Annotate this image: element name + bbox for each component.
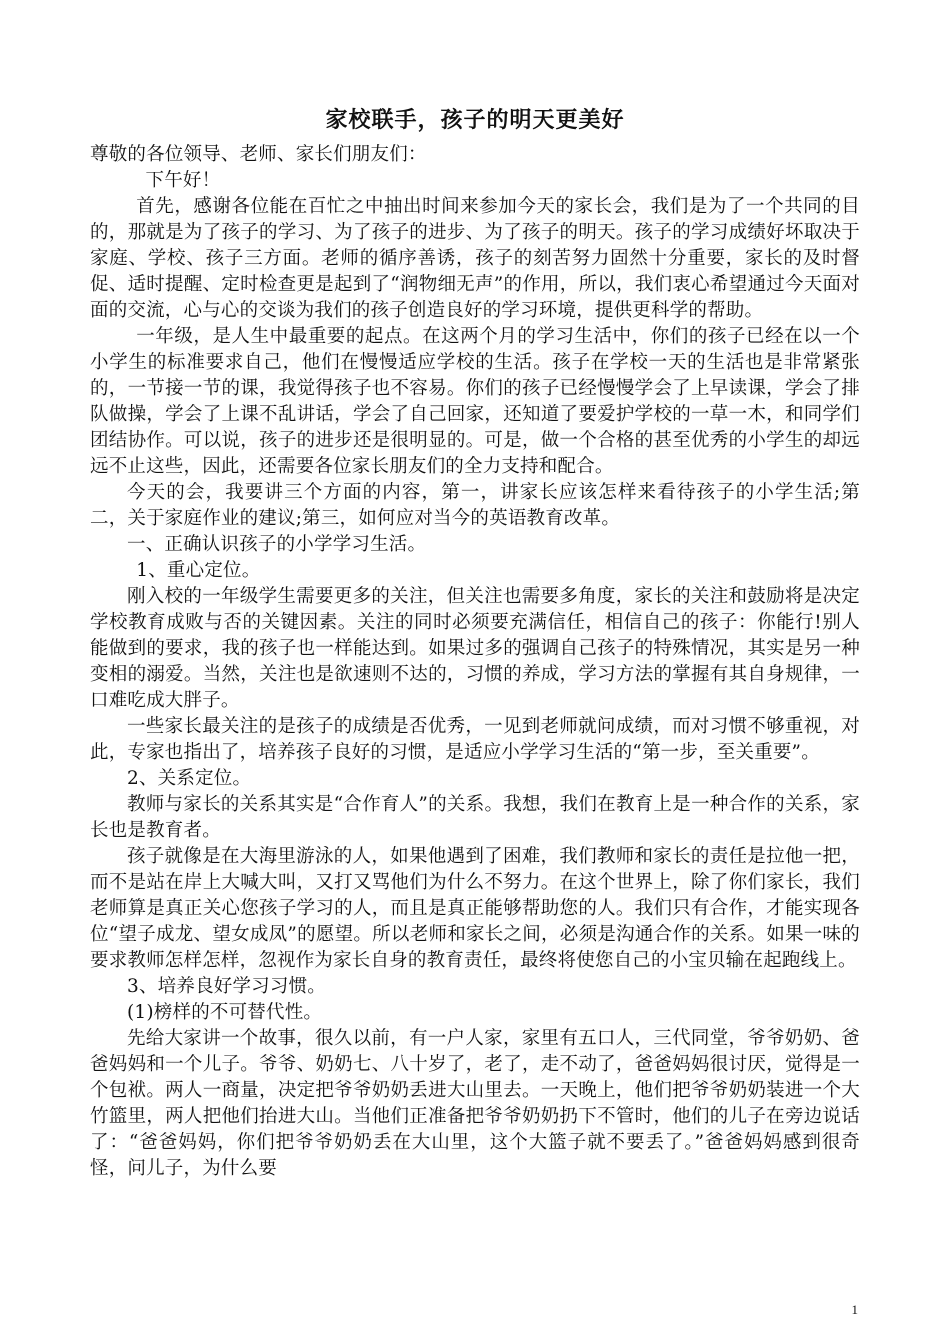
greeting: 下午好！ — [145, 170, 221, 191]
document-page — [90, 100, 860, 1182]
section-heading-1: 一、正确认识孩子的小学学习生活。 — [127, 534, 427, 555]
paragraph-agenda: 今天的会，我要讲三个方面的内容，第一，讲家长应该怎样来看待孩子的小学生活;第二，关于家庭作业的建议;第三，如何应对当今的英语教育改革。 — [90, 482, 860, 529]
page-number: 1 — [851, 1302, 858, 1317]
paragraph-opening: 首先，感谢各位能在百忙之中抽出时间来参加今天的家长会，我们是为了一个共同的目的，那就是为了孩子的学习、为了孩子的进步、为了孩子的明天。孩子的学习成绩好坏取决于家庭、学校、孩子三方面。老师的循序善诱，孩子的刻苦努力固然十分重要，家长的及时督促、适时提醒、定时检查更是起到了“润物细无声”的作用，所以，我们衷心希望通过今天面对面的交流，心与心的交谈为我们的孩子创造良好的学习环境，提供更科学的帮助。 — [90, 196, 860, 321]
document-title: 家校联手，孩子的明天更美好 — [325, 107, 625, 133]
subsection-heading-3: 3、培养良好学习习惯。 — [127, 976, 326, 997]
paragraph-relationship: 教师与家长的关系其实是“合作育人”的关系。我想，我们在教育上是一种合作的关系，家长也是教育者。 — [90, 794, 860, 841]
salutation: 尊敬的各位领导、老师、家长们朋友们： — [90, 144, 427, 165]
paragraph-attention: 刚入校的一年级学生需要更多的关注，但关注也需要多角度，家长的关注和鼓励将是决定学校教育成败与否的关键因素。关注的同时必须要充满信任，相信自己的孩子：你能行!别人能做到的要求，我的孩子也一样能达到。如果过多的强调自己孩子的特殊情况，其实是另一种变相的溺爱。当然，关注也是欲速则不达的，习惯的养成，学习方法的掌握有其自身规律，一口难吃成大胖子。 — [90, 586, 860, 711]
paragraph-story: 先给大家讲一个故事，很久以前，有一户人家，家里有五口人，三代同堂，爷爷奶奶、爸爸妈妈和一个儿子。爷爷、奶奶七、八十岁了，老了，走不动了，爸爸妈妈很讨厌，觉得是一个包袱。两人一商量，决定把爷爷奶奶丢进大山里去。一天晚上，他们把爷爷奶奶装进一个大竹篮里，两人把他们抬进大山。当他们正准备把爷爷奶奶扔下不管时，他们的儿子在旁边说话了：“爸爸妈妈，你们把爷爷奶奶丢在大山里，这个大篮子就不要丢了。”爸爸妈妈感到很奇怪，问儿子，为什么要 — [90, 1028, 860, 1179]
paragraph-habits: 一些家长最关注的是孩子的成绩是否优秀，一见到老师就问成绩，而对习惯不够重视，对此，专家也指出了，培养孩子良好的习惯，是适应小学学习生活的“第一步，至关重要”。 — [90, 716, 860, 763]
sub-item-heading-1: (1)榜样的不可替代性。 — [127, 1002, 323, 1023]
paragraph-first-grade: 一年级，是人生中最重要的起点。在这两个月的学习生活中，你们的孩子已经在以一个小学生的标准要求自己，他们在慢慢适应学校的生活。孩子在学校一天的生活也是非常紧张的，一节接一节的课，我觉得孩子也不容易。你们的孩子已经慢慢学会了上早读课，学会了排队做操，学会了上课不乱讲话，学会了自己回家，还知道了要爱护学校的一草一木，和同学们团结协作。可以说，孩子的进步还是很明显的。可是，做一个合格的甚至优秀的小学生的却远远不止这些，因此，还需要各位家长朋友们的全力支持和配合。 — [90, 326, 860, 477]
paragraph-cooperation: 孩子就像是在大海里游泳的人，如果他遇到了困难，我们教师和家长的责任是拉他一把，而不是站在岸上大喊大叫，又打又骂他们为什么不努力。在这个世界上，除了你们家长，我们老师算是真正关心您孩子学习的人，而且是真正能够帮助您的人。我们只有合作，才能实现各位“望子成龙、望女成凤”的愿望。所以老师和家长之间，必须是沟通合作的关系。如果一味的要求教师怎样怎样，忽视作为家长自身的教育责任，最终将使您自己的小宝贝输在起跑线上。 — [90, 846, 860, 971]
subsection-heading-2: 2、关系定位。 — [127, 768, 252, 789]
subsection-heading-1: 1、重心定位。 — [136, 560, 261, 581]
